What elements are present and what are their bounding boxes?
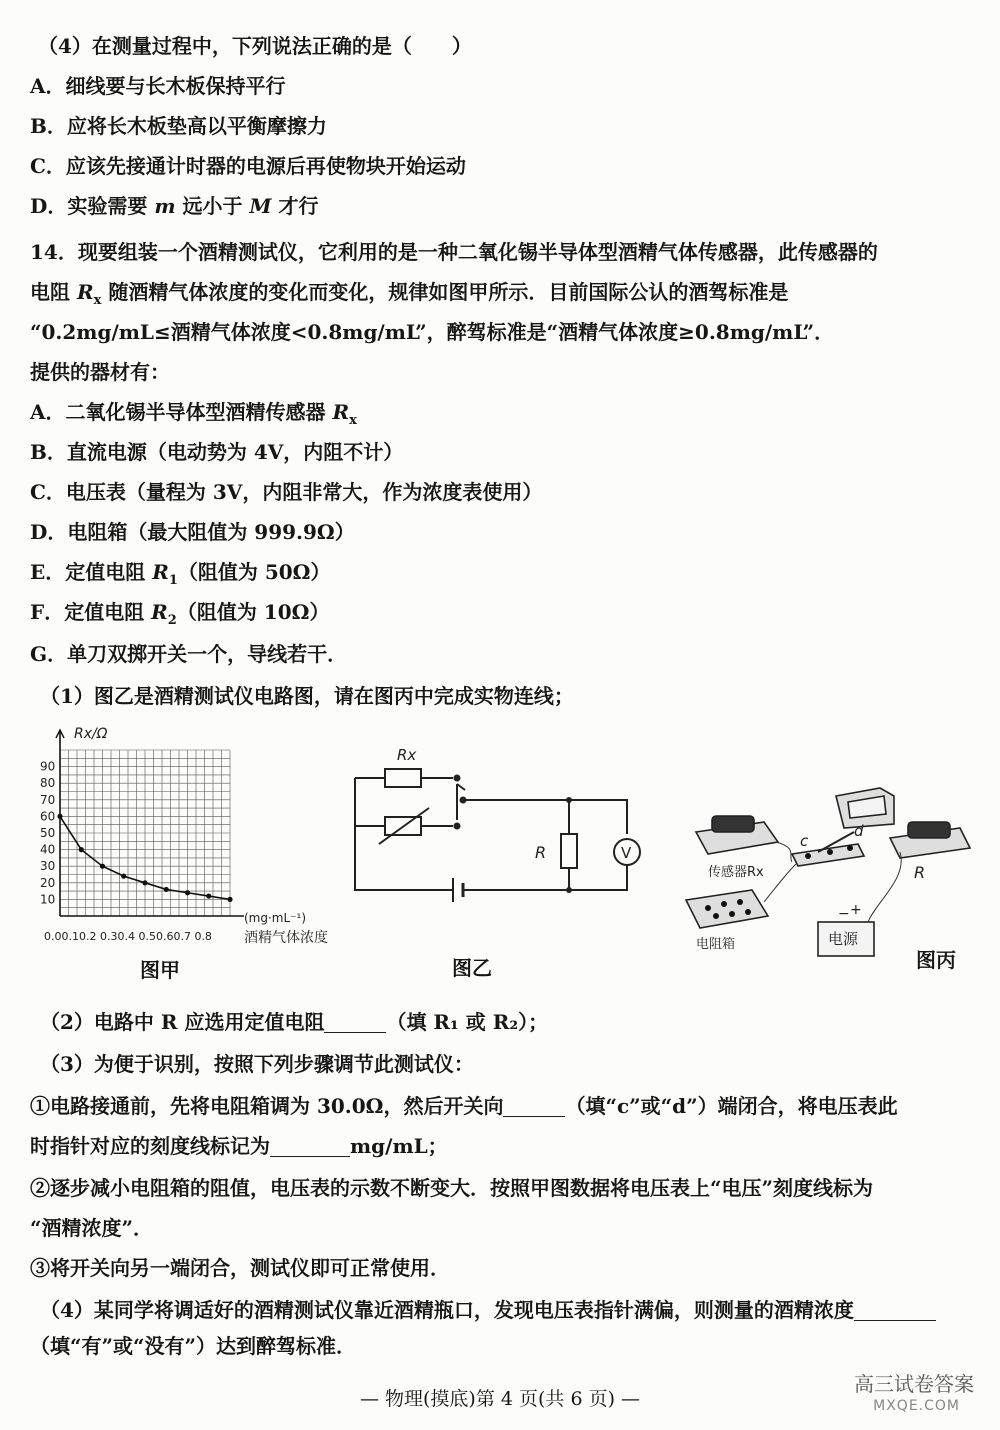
equip-c: C．电压表（量程为 3V，内阻非常大，作为浓度表使用）: [30, 480, 543, 504]
q14-part-2: （2）电路中 R 应选用定值电阻 （填 R₁ 或 R₂）；: [40, 1010, 549, 1034]
data-point: [57, 814, 62, 819]
q13-option-d: D．实验需要 m 远小于 M 才行: [30, 194, 319, 218]
equip-g: G．单刀双掷开关一个，导线若干．: [30, 642, 348, 666]
y-tick-label: 80: [40, 776, 56, 791]
resistance-box-device: [686, 890, 768, 928]
answer-blank-mark: [270, 1136, 350, 1157]
chart-x-unit: (mg·mL⁻¹): [244, 911, 307, 925]
q13-option-c: C．应该先接通计时器的电源后再使物块开始运动: [30, 154, 466, 178]
power-label: 电源: [828, 930, 859, 948]
q14-line-1: 14．现要组装一个酒精测试仪，它利用的是一种二氧化锡半导体型酒精气体传感器，此传感器的: [30, 240, 878, 264]
figure-bing-caption: 图丙: [916, 948, 956, 972]
rx-label: Rx: [397, 746, 417, 764]
data-point: [79, 847, 84, 852]
r-device-label: R: [914, 863, 926, 882]
equip-d: D．电阻箱（最大阻值为 999.9Ω）: [30, 520, 355, 544]
q14-line-3: “0.2mg/mL≤酒精气体浓度<0.8mg/mL”，醉驾标准是“酒精气体浓度≥0.8mg/mL”．: [30, 320, 835, 344]
voltmeter-label: V: [621, 844, 632, 862]
y-tick-label: 60: [40, 809, 56, 824]
chart-grid: [60, 750, 230, 916]
data-point: [206, 893, 211, 898]
q13-option-a: A．细线要与长木板保持平行: [30, 74, 286, 98]
y-tick-label: 40: [40, 842, 56, 857]
chart-y-axis-label: Rx/Ω: [74, 726, 108, 742]
q14-part-4: （4）某同学将调适好的酒精测试仪靠近酒精瓶口，发现电压表指针满偏，则测量的酒精浓度: [40, 1298, 936, 1322]
resistance-box-label: 电阻箱: [696, 937, 736, 952]
data-point: [100, 864, 105, 869]
figure-jia-caption: 图甲: [140, 958, 180, 982]
chart-x-axis-label: 酒精气体浓度: [244, 930, 328, 946]
page-footer: — 物理(摸底)第 4 页(共 6 页) —: [359, 1388, 641, 1410]
answer-blank-switch: [503, 1096, 565, 1117]
q14-part-1: （1）图乙是酒精测试仪电路图，请在图丙中完成实物连线；: [40, 684, 574, 708]
y-tick-label: 70: [40, 792, 56, 807]
data-point: [227, 897, 232, 902]
q14-step-2b: “酒精浓度”．: [30, 1216, 154, 1240]
data-point: [142, 880, 147, 885]
terminal-c-label: c: [800, 832, 809, 850]
q14-step-2a: ②逐步减小电阻箱的阻值，电压表的示数不断变大．按照甲图数据将电压表上“电压”刻度线标为: [30, 1176, 874, 1200]
equip-e: E．定值电阻 $R_1$（阻值为 50Ω）: [30, 560, 331, 588]
y-tick-label: 50: [40, 826, 56, 840]
q14-part-3: （3）为便于识别，按照下列步骤调节此测试仪：: [40, 1052, 474, 1076]
wire-switch: [463, 800, 569, 890]
r-label: R: [535, 843, 547, 862]
data-point: [164, 887, 169, 892]
q14-step-1b: 时指针对应的刻度线标记为 mg/mL；: [30, 1134, 448, 1158]
q14-step-3: ③将开关向另一端闭合，测试仪即可正常使用．: [30, 1256, 450, 1280]
answer-blank-r: [324, 1012, 386, 1033]
terminal-d-label: d: [854, 822, 864, 840]
q14-part-4b: （填“有”或“没有”）达到醉驾标准．: [30, 1334, 357, 1358]
q14-line-2: 电阻 $R_x$ 随酒精气体浓度的变化而变化，规律如图甲所示．目前国际公认的酒驾标准是: [30, 280, 789, 308]
q14-step-1: ①电路接通前，先将电阻箱调为 30.0Ω，然后开关向 （填“c”或“d”）端闭合，将电压表此: [30, 1094, 898, 1118]
figure-yi-circuit: [345, 738, 645, 918]
sensor-label: 传感器Rx: [708, 865, 764, 880]
q14-line-4: 提供的器材有：: [30, 360, 170, 384]
chart-x-ticks: 0.00.10.2 0.30.4 0.50.60.7 0.8: [44, 930, 212, 943]
fixed-resistor-r: [561, 834, 577, 868]
minus-label: −: [838, 906, 850, 922]
watermark-url: MXQE.COM: [873, 1398, 960, 1414]
figure-jia-chart: [30, 718, 360, 946]
y-tick-label: 20: [40, 875, 56, 890]
watermark: 高三试卷答案: [854, 1372, 974, 1396]
y-tick-label: 30: [40, 859, 56, 874]
answer-blank-verdict: [854, 1300, 936, 1321]
y-tick-label: 90: [40, 759, 56, 774]
equip-a: A．二氧化锡半导体型酒精传感器 $R_x$: [30, 400, 357, 428]
figure-yi-caption: 图乙: [452, 956, 492, 980]
rx-resistor: [385, 769, 421, 787]
chart-axes: [56, 730, 244, 916]
data-point: [121, 874, 126, 879]
figure-bing-apparatus: [668, 752, 980, 966]
equip-f: F．定值电阻 $R_2$（阻值为 10Ω）: [30, 600, 330, 628]
q13-4-stem: （4）在测量过程中，下列说法正确的是（ ）: [38, 34, 472, 58]
chart-y-ticks: [40, 760, 55, 907]
data-point: [185, 890, 190, 895]
plus-label: +: [850, 902, 862, 918]
y-tick-label: 10: [40, 892, 56, 907]
q13-option-b: B．应将长木板垫高以平衡摩擦力: [30, 114, 327, 138]
equip-b: B．直流电源（电动势为 4V，内阻不计）: [30, 440, 404, 464]
